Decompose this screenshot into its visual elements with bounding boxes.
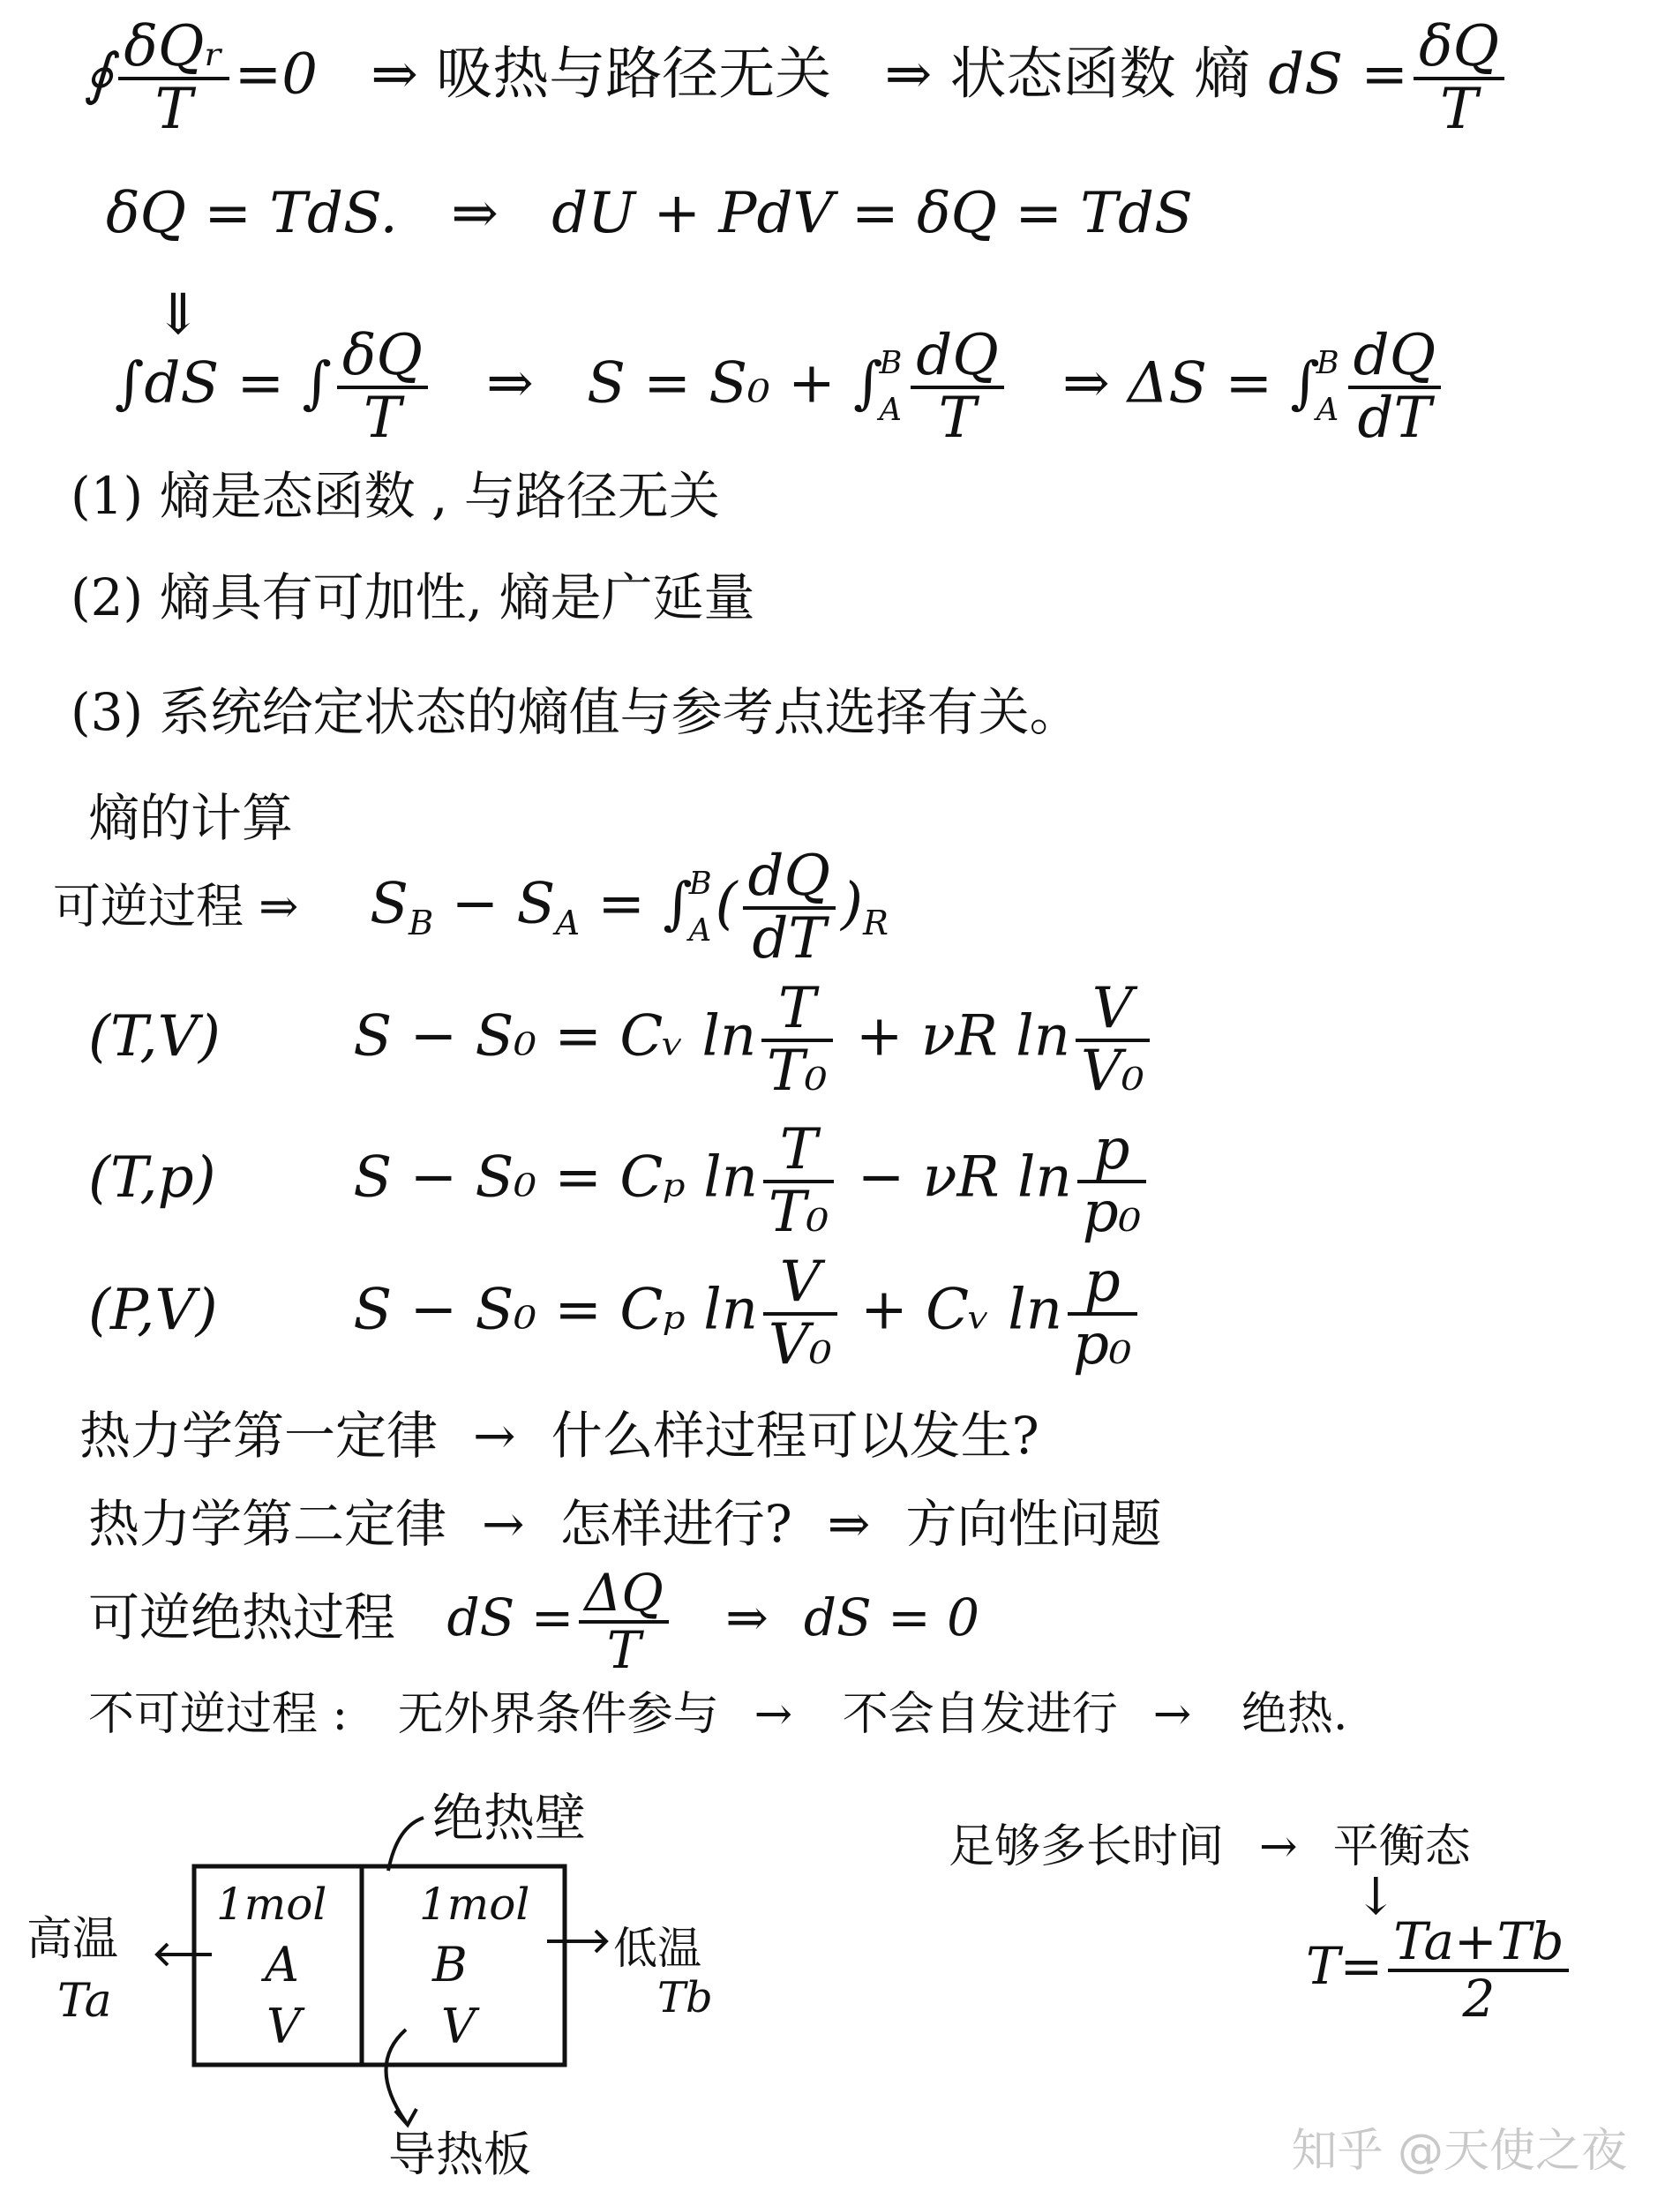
chamber-a-name: A [265, 1937, 299, 1992]
hot-label: 高温 [26, 1913, 119, 1966]
two-chamber-diagram [18, 1756, 812, 2180]
irreversible-row: 不可逆过程 : 无外界条件参与 → 不会自发进行 → 绝热. [88, 1688, 1348, 1741]
closed-integral-symbol: ∮ [84, 41, 114, 108]
hot-temp: Ta [57, 1975, 112, 2028]
first-law-line: δQ = TdS. ⇒ dU + PdV = δQ = TdS [106, 181, 1193, 246]
second-law-row: 热力学第二定律 → 怎样进行? ⇒ 方向性问题 [88, 1494, 1162, 1554]
chamber-a-volume: V [266, 1999, 301, 2054]
chamber-a-amount: 1mol [216, 1879, 327, 1930]
cold-label: 低温 [613, 1923, 701, 1974]
property-2: (2) 熵具有可加性, 熵是广延量 [71, 567, 755, 627]
property-3: (3) 系统给定状态的熵值与参考点选择有关。 [71, 682, 1081, 742]
cold-temp: Tb [657, 1973, 713, 2022]
section-title: 熵的计算 [88, 788, 294, 848]
chamber-b-name: B [432, 1937, 468, 1992]
formula-pv: (P,V) S − S₀ = Cₚ ln $\frac{V}{\text{V₀}}$ + Cᵥ ln $\frac{p}{\text{p₀}}$ [88, 1253, 1143, 1375]
equilibrium-down-arrow: ↓ [1354, 1866, 1398, 1926]
down-arrow: ⇓ [154, 282, 202, 348]
watermark: 知乎 @天使之夜 [1291, 2125, 1627, 2178]
chamber-b-volume: V [441, 1999, 476, 2054]
entropy-integral-line: ∫dS = ∫ $\frac{\delta Q}{T}$ ⇒ S = S₀ + ∫ B A $\frac{dQ}{T}$ ⇒ ΔS = ∫ B A $\frac{dQ}{dT}$ [115, 326, 1446, 448]
wall-pointer [388, 1818, 424, 1871]
first-law-row: 热力学第一定律 → 什么样过程可以发生? [79, 1406, 1039, 1466]
reversible-process-line: 可逆过程 ⇒ $S_B - S_A$ = ∫ B A ( $\frac{dQ}{dT}$ )$_R$ [53, 844, 889, 972]
formula-tv: (T,V) S − S₀ = Cᵥ ln $\frac{T}{\text{T₀}}$ + νR ln $\frac{V}{\text{V₀}}$ [88, 979, 1155, 1101]
entropy-definition-line: ∮ $\frac{\text{δQᵣ}}{T}$ =0 ⇒ 吸热与路径无关 ⇒ 状态函数 熵 dS = $\frac{\delta Q}{T}$ [84, 18, 1510, 139]
equilibrium-temp-formula: T= $\frac{Ta+Tb}{2}$ [1306, 1915, 1574, 2026]
property-1: (1) 熵是态函数 , 与路径无关 [71, 466, 720, 526]
adiabatic-wall-label: 绝热壁 [432, 1788, 587, 1848]
entropy-fraction: $\frac{\delta Q}{T}$ [1414, 18, 1504, 139]
formula-tp: (T,p) S − S₀ = Cₚ ln $\frac{T}{\text{T₀}}$ − νR ln $\frac{p}{\text{p₀}}$ [88, 1121, 1151, 1242]
equilibrium-row: 足够多长时间 → 平衡态 [949, 1820, 1471, 1873]
heat-over-temp-fraction: $\frac{\text{δQᵣ}}{T}$ [118, 18, 229, 139]
adiabatic-row: 可逆绝热过程 dS = $\frac{\Delta Q}{T}$ ⇒ dS = 0 [88, 1563, 980, 1680]
conducting-plate-label: 导热板 [388, 2127, 531, 2180]
chamber-b-amount: 1mol [419, 1879, 530, 1930]
plate-pointer [386, 2030, 407, 2122]
